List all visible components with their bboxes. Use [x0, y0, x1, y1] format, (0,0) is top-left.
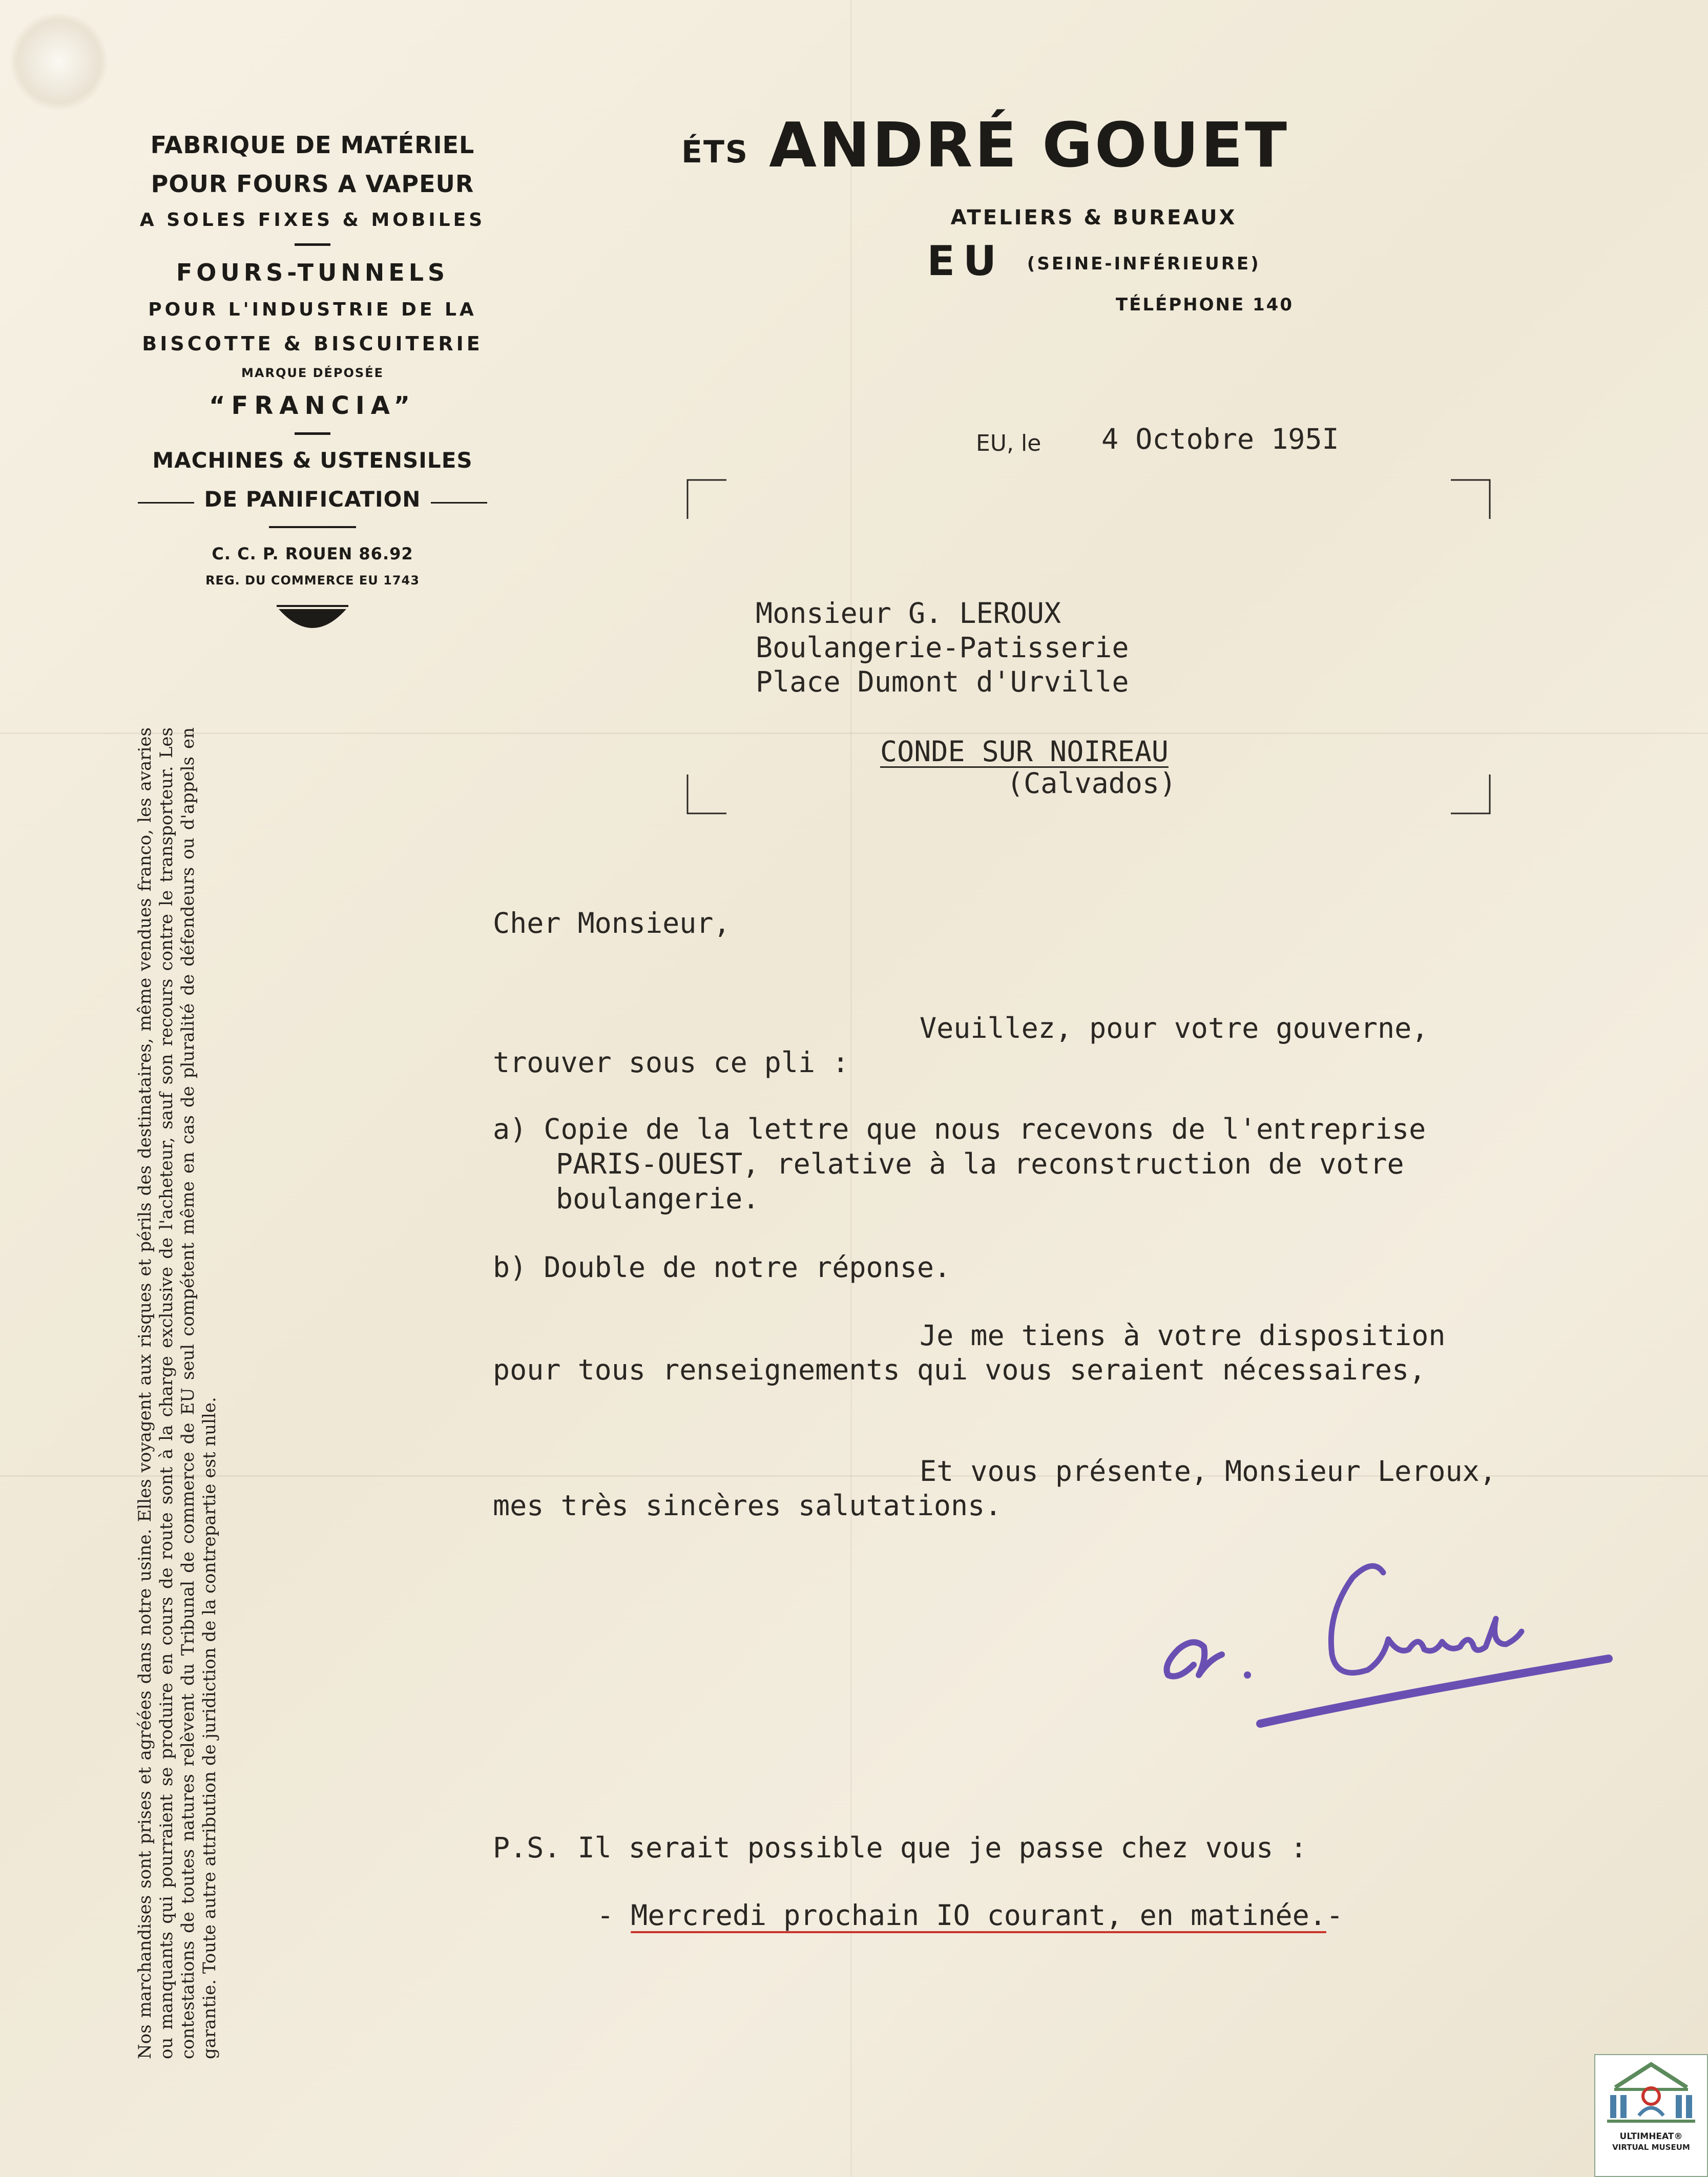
letterhead-left — [113, 125, 512, 632]
address-block — [889, 200, 1299, 320]
body-line: PARIS-OUEST, relative à la reconstruction de votre — [556, 1147, 1404, 1180]
ccp-number: C. C. P. ROUEN 86.92 — [212, 544, 413, 563]
body-line: a) Copie de la lettre que nous recevons de l'entreprise — [493, 1113, 1426, 1145]
postscript-appointment — [597, 1899, 1343, 1932]
corner-mark — [686, 773, 727, 814]
divider — [138, 502, 194, 504]
recipient-city: CONDE SUR NOIREAU — [880, 735, 1169, 768]
ateliers-line: ATELIERS & BUREAUX — [950, 206, 1237, 229]
date-prefix: EU, le — [976, 430, 1042, 456]
brand-francia: “FRANCIA” — [209, 391, 416, 420]
register-number: REG. DU COMMERCE EU 1743 — [205, 573, 420, 588]
museum-logo-icon — [1600, 2059, 1702, 2131]
letterhead-line: FOURS-TUNNELS — [176, 259, 449, 286]
letterhead-line: MARQUE DÉPOSÉE — [241, 366, 384, 380]
corner-mark — [686, 479, 727, 520]
ps-suffix: - — [1326, 1899, 1343, 1932]
postscript-line: P.S. Il serait possible que je passe chez vous : — [493, 1831, 1307, 1864]
divider — [295, 243, 330, 246]
city-line — [889, 236, 1299, 289]
corner-mark — [1450, 479, 1491, 520]
salutation: Cher Monsieur, — [493, 907, 731, 939]
museum-badge — [1594, 2054, 1708, 2177]
date-value: 4 Octobre 195I — [1101, 423, 1339, 455]
divider — [295, 432, 330, 435]
body-line: boulangerie. — [556, 1182, 760, 1215]
body-line: mes très sincères salutations. — [493, 1489, 1002, 1522]
body-line: Et vous présente, Monsieur Leroux, — [920, 1455, 1496, 1488]
department: (SEINE-INFÉRIEURE) — [1027, 254, 1261, 275]
legal-text: Nos marchandises sont prises et agréées dans notre usine. Elles voyagent aux risques et périls des destinataires, même vendues franco, les avaries ou manquants qui pourraient se produire en cours de route sont à la charge exclusive de l'acheteur, sauf son recours contre le transporteur. Les contestations de toutes natures relèvent du Tribunal de commerce de EU seul compétent même en cas de pluralité de défendeurs ou d'appels en garantie. Toute autre attribution de juridiction de la contrepartie est nulle. — [135, 727, 220, 2059]
body-line: pour tous renseignements qui vous seraient nécessaires, — [493, 1353, 1426, 1386]
company-name — [681, 110, 1501, 181]
ets-label: ÉTS — [681, 134, 749, 170]
ps-prefix: - — [597, 1899, 631, 1932]
corner-mark — [1450, 773, 1491, 814]
bowl-emblem-icon — [277, 601, 348, 632]
letterhead-line: BISCOTTE & BISCUITERIE — [142, 332, 483, 355]
badge-name: ULTIMHEAT® — [1619, 2131, 1683, 2142]
letterhead-line: DE PANIFICATION — [204, 487, 421, 512]
divider — [269, 526, 356, 528]
letterhead-line: POUR FOURS A VAPEUR — [151, 170, 474, 198]
body-line: trouver sous ce pli : — [493, 1046, 849, 1079]
recipient-line: Monsieur G. LEROUX — [756, 597, 1061, 630]
badge-subtitle: VIRTUAL MUSEUM — [1612, 2143, 1690, 2152]
company-title: ANDRÉ GOUET — [769, 110, 1289, 181]
legal-notice — [134, 727, 252, 2059]
embossed-seal — [10, 13, 108, 110]
ps-appointment-text: Mercredi prochain IO courant, en matinée. — [631, 1899, 1326, 1932]
body-line: Je me tiens à votre disposition — [920, 1319, 1446, 1352]
letterhead-line: A SOLES FIXES & MOBILES — [139, 210, 486, 231]
letterhead-line: FABRIQUE DE MATÉRIEL — [150, 131, 475, 159]
recipient-line: Boulangerie-Patisserie — [756, 631, 1129, 664]
panification-line — [113, 480, 512, 519]
divider — [431, 502, 487, 504]
paper-fold-line — [0, 732, 1708, 734]
city: EU — [927, 237, 1005, 285]
recipient-line: Place Dumont d'Urville — [756, 665, 1129, 698]
letterhead-line: MACHINES & USTENSILES — [152, 448, 473, 473]
letterhead-right — [681, 110, 1501, 316]
telephone: TÉLÉPHONE 140 — [1115, 295, 1294, 316]
letterhead-line: POUR L'INDUSTRIE DE LA — [148, 299, 477, 320]
body-line: b) Double de notre réponse. — [493, 1251, 951, 1284]
recipient-region: (Calvados) — [1007, 767, 1177, 800]
body-line: Veuillez, pour votre gouverne, — [920, 1012, 1429, 1044]
handwritten-signature — [1158, 1526, 1619, 1731]
